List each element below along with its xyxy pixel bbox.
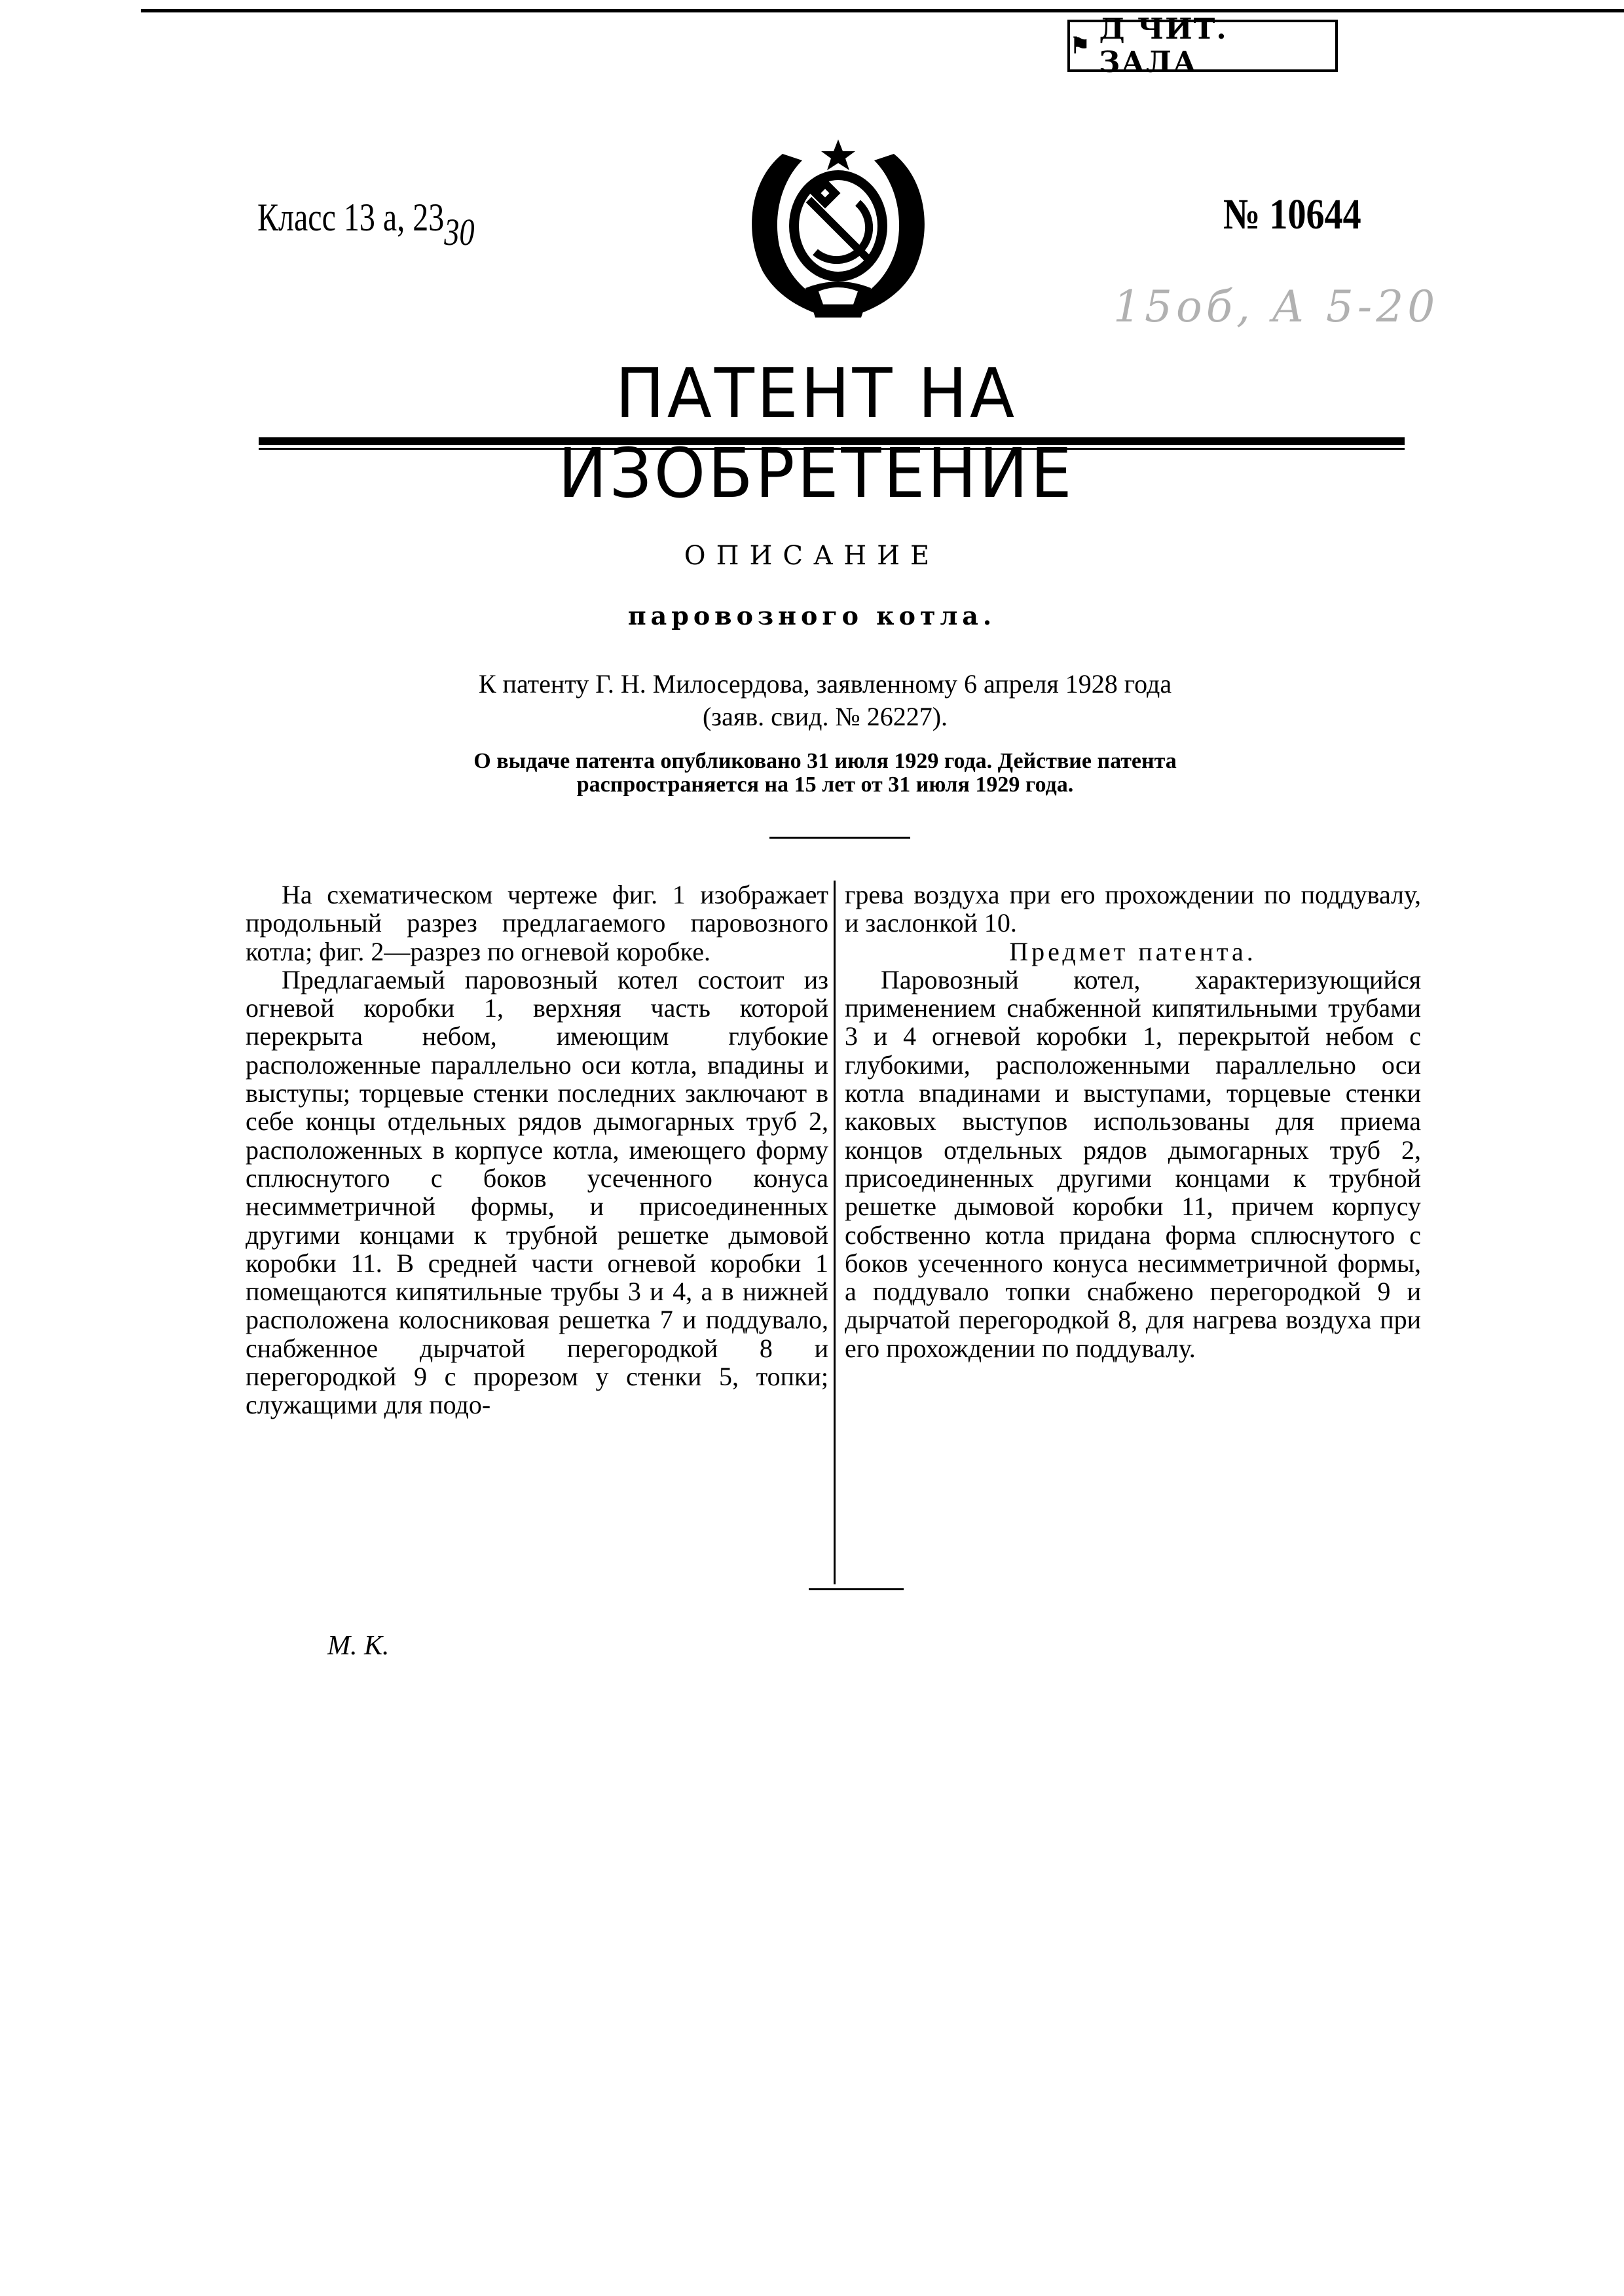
paragraph-continuation: грева воздуха при его прохождении по поддувалу, и заслонкой 10. — [845, 881, 1421, 938]
title-rule-thin — [259, 448, 1405, 450]
paragraph: Предлагаемый паровозный котел состоит из огневой коробки 1, верхняя часть которой перекрыта небом, имеющим глубокие расположенные параллельно оси котла, впадины и выступы; торцевые стенки последних заключают в себе концы отдельных рядов дымогарных труб 2, расположенных в корпусе котла, имеющего форму сплюснутого с боков усеченного конуса несимметричной формы, и присоединенных другими концами к трубной решетке дымовой коробки 11. В средней части огневой коробки 1 помещаются кипятильные трубы 3 и 4, а в нижней расположена колосниковая решетка 7 и поддувало, снабженное дырчатой перегородкой 8 и перегородкой 9 с прорезом у стенки 5, топки; служащими для подо- — [246, 966, 828, 1419]
ussr-coat-of-arms-icon — [737, 128, 940, 324]
top-border-rule — [141, 9, 1624, 12]
column-divider — [834, 881, 836, 1584]
flag-icon: ⚑ — [1070, 33, 1091, 59]
applicant-line-2: (заяв. свид. № 26227). — [367, 701, 1283, 733]
signature-initials: М. К. — [327, 1630, 389, 1662]
title-rule — [259, 437, 1405, 445]
star-icon — [821, 139, 855, 170]
patent-number: № 10644 — [1223, 190, 1361, 240]
section-divider — [769, 837, 910, 839]
applicant-info — [367, 668, 1283, 733]
left-column — [246, 881, 828, 1419]
stamp-text: Д ЧИТ. ЗАЛА — [1099, 12, 1335, 79]
patent-class — [257, 195, 475, 254]
handwritten-note: 15об, А 5-20 — [1113, 282, 1439, 332]
class-label: Класс 13 а, 23 — [257, 196, 444, 239]
end-divider — [809, 1588, 904, 1590]
publication-line-1: О выдаче патента опубликовано 31 июля 1929 года. Действие патента — [367, 750, 1283, 773]
invention-subject: паровозного котла. — [0, 601, 1624, 630]
claims-heading: Предмет патента. — [845, 938, 1421, 966]
claims-paragraph: Паровозный котел, характеризующийся применением снабженной кипятильными трубами 3 и 4 огневой коробки 1, перекрытой небом с глубокими, расположенными параллельно оси котла впадинами и выступами, торцевые стенки каковых выступов использованы для приема концов отдельных рядов дымогарных труб 2, присоединенных другими концами к трубной решетке дымовой коробки 11, причем корпусу собственно котла придана форма сплюснутого с боков усеченного конуса несимметричной формы, а поддувало топки снабжено перегородкой 9 и дырчатой перегородкой 8, для нагрева воздуха при его прохождении по поддувалу. — [845, 966, 1421, 1362]
library-stamp — [1067, 20, 1338, 72]
description-heading: ОПИСАНИЕ — [0, 541, 1624, 571]
applicant-line-1: К патенту Г. Н. Милосердова, заявленному 6 апреля 1928 года — [367, 668, 1283, 701]
publication-line-2: распространяется на 15 лет от 31 июля 1929 года. — [367, 773, 1283, 797]
page-title: ПАТЕНТ НА ИЗОБРЕТЕНИЕ — [367, 354, 1266, 513]
class-subscript: 30 — [444, 211, 474, 253]
right-column — [845, 881, 1421, 1362]
publication-info — [367, 750, 1283, 797]
paragraph: На схематическом чертеже фиг. 1 изображает продольный разрез предлагаемого паровозного котла; фиг. 2—разрез по огневой коробке. — [246, 881, 828, 966]
